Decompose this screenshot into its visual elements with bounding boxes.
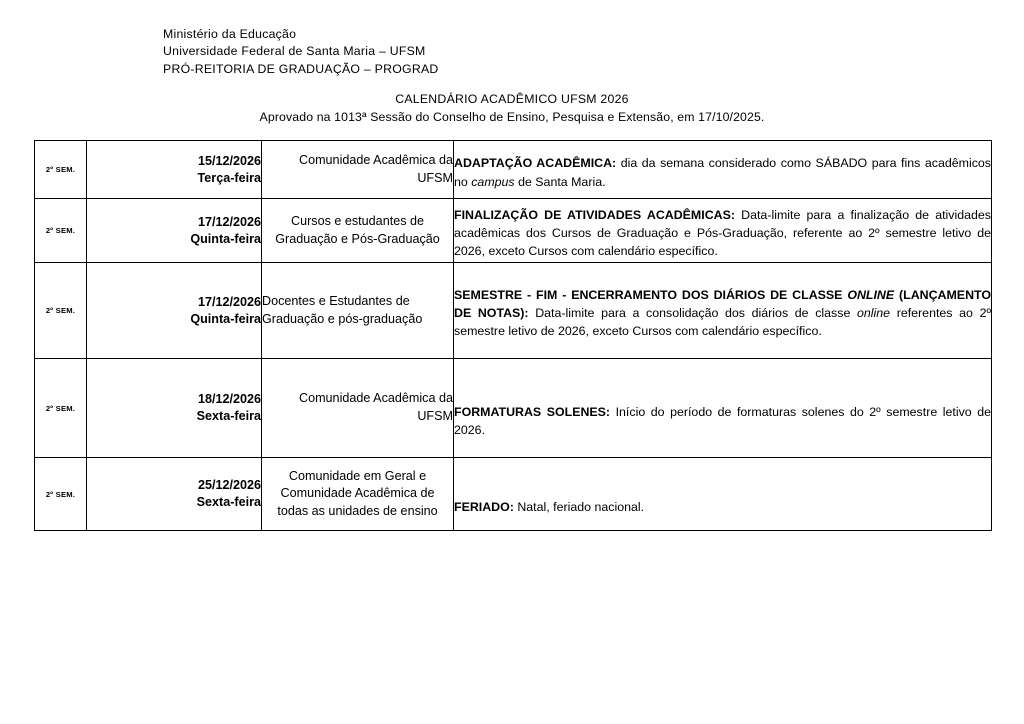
date-value: 17/12/2026 <box>197 294 261 309</box>
audience-line: UFSM <box>417 409 453 423</box>
cell-date <box>87 199 262 263</box>
date-value: 15/12/2026 <box>197 153 261 168</box>
letterhead-ministry: Ministério da Educação <box>163 27 297 41</box>
audience-line: Comunidade Acadêmica da <box>298 152 453 167</box>
table-row <box>35 359 992 458</box>
description-lead: FERIADO: <box>454 500 514 515</box>
cell-semester: 2º SEM. <box>35 199 87 263</box>
description-text: Natal, feriado nacional. <box>513 500 645 515</box>
cell-audience <box>262 199 454 263</box>
letterhead-university: Universidade Federal de Santa Maria – UFSM <box>163 44 426 59</box>
academic-calendar-table <box>34 140 992 531</box>
cell-description <box>454 263 992 359</box>
cell-date <box>87 458 262 531</box>
description-text: Data-limite para a consolidação dos diários de classe <box>528 305 857 320</box>
table-row <box>35 199 992 263</box>
cell-date <box>87 263 262 359</box>
audience-line: Cursos e estudantes de <box>290 213 424 228</box>
table-row <box>35 263 992 359</box>
cell-semester: 2º SEM. <box>35 263 87 359</box>
description-text-2: referentes ao 2º semestre letivo de 2026, exceto Cursos com calendário específico. <box>454 305 991 339</box>
date-value: 25/12/2026 <box>197 478 261 492</box>
page-subtitle: Aprovado na 1013ª Sessão do Conselho de Ensino, Pesquisa e Extensão, em 17/10/2025. <box>259 109 765 124</box>
letterhead-prograd: PRÓ-REITORIA DE GRADUAÇÃO – PROGRAD <box>163 61 439 76</box>
description-text: Início do período de formaturas solenes do 2º semestre letivo de 2026. <box>454 404 991 437</box>
description-lead-2: (LANÇAMENTO DE NOTAS): <box>454 287 991 320</box>
audience-line: Graduação e Pós-Graduação <box>275 231 440 246</box>
description-lead: FORMATURAS SOLENES: <box>454 404 611 419</box>
description-lead-italic: ONLINE <box>847 287 895 302</box>
cell-date <box>87 359 262 458</box>
cell-semester: 2º SEM. <box>35 141 87 199</box>
description-lead: ADAPTAÇÃO ACADÊMICA: <box>454 156 617 171</box>
description-italic: online <box>856 305 891 320</box>
description-text: dia da semana considerado como SÁBADO para fins acadêmicos no <box>454 156 991 189</box>
cell-description <box>454 199 992 263</box>
cell-audience <box>262 141 454 199</box>
audience-line: Graduação e pós-graduação <box>262 311 423 326</box>
cell-description <box>454 458 992 531</box>
description-italic: campus <box>471 174 515 189</box>
date-value: 17/12/2026 <box>197 214 261 229</box>
calendar-table-body <box>35 141 992 531</box>
date-value: 18/12/2026 <box>197 392 261 406</box>
audience-line: Comunidade Acadêmica da <box>298 391 453 406</box>
description-lead: SEMESTRE - FIM - ENCERRAMENTO DOS DIÁRIOS DE CLASSE <box>454 287 848 302</box>
cell-semester: 2º SEM. <box>35 458 87 531</box>
cell-audience <box>262 263 454 359</box>
page-title: CALENDÁRIO ACADÊMICO UFSM 2026 <box>395 92 629 106</box>
weekday-value: Quinta-feira <box>190 311 261 326</box>
weekday-value: Sexta-feira <box>196 409 261 423</box>
description-text-2: de Santa Maria. <box>514 174 606 189</box>
document-title-block <box>0 91 1024 126</box>
weekday-value: Sexta-feira <box>196 495 261 509</box>
cell-semester: 2º SEM. <box>35 359 87 458</box>
weekday-value: Quinta-feira <box>190 231 261 246</box>
audience-line: UFSM <box>417 170 453 185</box>
audience-line: Comunidade em Geral e <box>288 468 427 483</box>
audience-line: Comunidade Acadêmica de <box>280 486 435 501</box>
cell-description <box>454 141 992 199</box>
cell-audience <box>262 458 454 531</box>
table-row <box>35 458 992 531</box>
letterhead <box>163 26 439 78</box>
weekday-value: Terça-feira <box>197 170 261 185</box>
cell-audience <box>262 359 454 458</box>
audience-line: todas as unidades de ensino <box>277 503 438 518</box>
description-lead: FINALIZAÇÃO DE ATIVIDADES ACADÊMICAS: <box>454 207 735 222</box>
cell-date <box>87 141 262 199</box>
table-row <box>35 141 992 199</box>
audience-line: Docentes e Estudantes de <box>262 293 410 308</box>
description-text: Data-limite para a finalização de atividades acadêmicas dos Cursos de Graduação e Pós-Graduação, referente ao 2º semestre letivo de 2026, exceto Cursos com calendário específico. <box>454 207 991 259</box>
cell-description <box>454 359 992 458</box>
